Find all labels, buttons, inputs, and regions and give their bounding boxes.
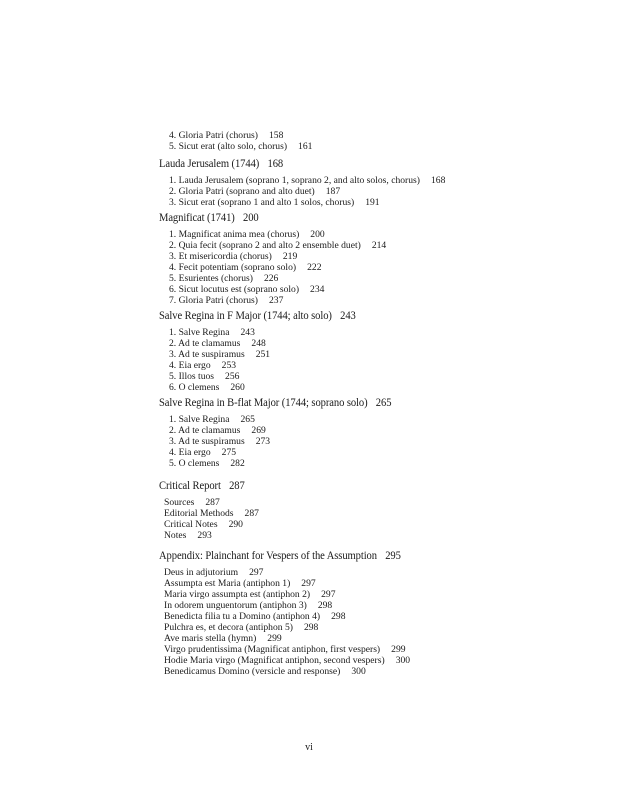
toc-entry-page: 298 bbox=[303, 622, 319, 633]
toc-section-title: Magnificat (1741) bbox=[159, 212, 235, 224]
toc-entry bbox=[169, 349, 599, 360]
toc-entry-page: 297 bbox=[249, 567, 264, 578]
toc-section-heading bbox=[159, 157, 564, 171]
toc-entry-page: 191 bbox=[365, 197, 380, 208]
toc-entry-label: Pulchra es, et decora (antiphon 5) bbox=[164, 622, 293, 633]
toc-entry-label: Editorial Methods bbox=[164, 508, 234, 519]
toc-entry-page: 234 bbox=[310, 284, 325, 295]
toc-entry-label: 3. Ad te suspiramus bbox=[169, 436, 245, 447]
toc-entry bbox=[164, 655, 599, 666]
toc-entry-page: 299 bbox=[267, 633, 282, 644]
toc-entry-label: 2. Gloria Patri (soprano and alto duet) bbox=[169, 186, 315, 197]
toc-entry-label: 5. Sicut erat (alto solo, chorus) bbox=[169, 141, 288, 152]
toc-entry bbox=[164, 611, 599, 622]
toc-entry-page: 161 bbox=[298, 141, 313, 152]
toc-section-critical-report bbox=[159, 479, 599, 541]
toc-entry-label: Hodie Maria virgo (Magnificat antiphon, second vespers) bbox=[164, 655, 385, 666]
toc-entry-page: 290 bbox=[228, 519, 243, 530]
toc-entry bbox=[169, 338, 599, 349]
toc-entry bbox=[169, 382, 599, 393]
toc-entry-page: 293 bbox=[197, 530, 212, 541]
toc-entry-label: 1. Salve Regina bbox=[169, 414, 230, 425]
toc-section-salve-regina-b-flat bbox=[159, 396, 599, 469]
toc-section-page: 265 bbox=[375, 397, 392, 409]
toc-section-heading bbox=[159, 211, 564, 225]
toc-section-page: 295 bbox=[385, 550, 401, 562]
toc-entry bbox=[169, 371, 599, 382]
toc-entry-label: Maria virgo assumpta est (antiphon 2) bbox=[164, 589, 311, 600]
toc-entry-label: 4. Eia ergo bbox=[169, 360, 211, 371]
toc-section-title: Critical Report bbox=[159, 480, 221, 492]
toc-entry-label: Critical Notes bbox=[164, 519, 218, 530]
toc-entry-list bbox=[164, 567, 599, 677]
toc-section-page: 200 bbox=[242, 212, 259, 224]
toc-entry bbox=[169, 141, 599, 152]
toc-entry bbox=[164, 508, 599, 519]
toc-section-page: 168 bbox=[267, 158, 284, 170]
toc-section-title: Salve Regina in B-flat Major (1744; soprano solo) bbox=[159, 397, 368, 409]
toc-entry-label: Benedicta filia tu a Domino (antiphon 4) bbox=[164, 611, 321, 622]
toc-entry-page: 275 bbox=[221, 447, 237, 458]
toc-entry-page: 187 bbox=[325, 186, 341, 197]
toc-entry-page: 237 bbox=[269, 295, 284, 306]
toc-entry bbox=[164, 578, 599, 589]
toc-entry-label: 4. Fecit potentiam (soprano solo) bbox=[169, 262, 297, 273]
toc-entry-list bbox=[169, 175, 599, 208]
toc-entry-label: 5. Illos tuos bbox=[169, 371, 215, 382]
toc-entry bbox=[169, 284, 599, 295]
toc-entry bbox=[169, 240, 599, 251]
toc-entry-label: Notes bbox=[164, 530, 187, 541]
page-number: vi bbox=[305, 742, 313, 753]
toc-entry-page: 256 bbox=[225, 371, 240, 382]
toc-entry-label: 6. O clemens bbox=[169, 382, 220, 393]
toc-section-appendix bbox=[159, 549, 599, 677]
toc-entry-page: 300 bbox=[395, 655, 411, 666]
toc-entry-page: 251 bbox=[255, 349, 271, 360]
toc-entry bbox=[164, 530, 599, 541]
toc-entry bbox=[169, 447, 599, 458]
toc-entry bbox=[164, 644, 599, 655]
toc-section-title: Salve Regina in F Major (1744; alto solo) bbox=[159, 310, 332, 322]
toc-entry-label: 4. Eia ergo bbox=[169, 447, 211, 458]
toc-entry-list bbox=[164, 497, 599, 541]
toc-entry-page: 168 bbox=[430, 175, 446, 186]
toc-entry bbox=[164, 622, 599, 633]
toc-entry-label: In odorem unguentorum (antiphon 3) bbox=[164, 600, 307, 611]
toc-entry-list bbox=[169, 130, 599, 152]
toc-entry bbox=[169, 414, 599, 425]
toc-section-page: 287 bbox=[229, 480, 245, 492]
toc-entry-list bbox=[169, 414, 599, 469]
toc-section-heading bbox=[159, 396, 564, 410]
toc-entry-label: Assumpta est Maria (antiphon 1) bbox=[164, 578, 291, 589]
toc-entry bbox=[164, 666, 599, 677]
toc-entry-label: 5. Esurientes (chorus) bbox=[169, 273, 253, 284]
toc-section-page: 243 bbox=[340, 310, 356, 322]
toc-entry-page: 299 bbox=[391, 644, 406, 655]
toc-entry bbox=[169, 295, 599, 306]
toc-entry-page: 298 bbox=[317, 600, 333, 611]
toc-entry bbox=[164, 633, 599, 644]
toc-entry-page: 226 bbox=[263, 273, 279, 284]
toc-entry-page: 214 bbox=[371, 240, 387, 251]
toc-entry-page: 282 bbox=[230, 458, 245, 469]
toc-section-heading bbox=[159, 479, 564, 493]
toc-section-title: Appendix: Plainchant for Vespers of the Assumption bbox=[159, 550, 377, 562]
toc-entry bbox=[164, 589, 599, 600]
toc-entry-label: 1. Salve Regina bbox=[169, 327, 230, 338]
toc-entry bbox=[164, 519, 599, 530]
toc-entry-page: 222 bbox=[307, 262, 322, 273]
toc-entry-label: 2. Ad te clamamus bbox=[169, 338, 241, 349]
toc-continued bbox=[159, 130, 599, 152]
toc-entry bbox=[164, 600, 599, 611]
toc-entry bbox=[169, 130, 599, 141]
toc-entry-page: 253 bbox=[221, 360, 237, 371]
toc-entry-label: 2. Quia fecit (soprano 2 and alto 2 ensemble duet) bbox=[169, 240, 361, 251]
toc-entry-page: 287 bbox=[205, 497, 220, 508]
toc-entry-page: 297 bbox=[301, 578, 316, 589]
toc-entry bbox=[164, 497, 599, 508]
toc-entry-page: 248 bbox=[251, 338, 266, 349]
toc-entry-label: 3. Et misericordia (chorus) bbox=[169, 251, 272, 262]
toc-entry-label: 6. Sicut locutus est (soprano solo) bbox=[169, 284, 300, 295]
toc-entry-label: 1. Lauda Jerusalem (soprano 1, soprano 2, and alto solos, chorus) bbox=[169, 175, 420, 186]
toc-entry-page: 219 bbox=[282, 251, 298, 262]
toc-entry-label: 3. Ad te suspiramus bbox=[169, 349, 245, 360]
toc-entry-label: Benedicamus Domino (versicle and response) bbox=[164, 666, 341, 677]
toc-section-magnificat bbox=[159, 211, 599, 306]
toc-entry bbox=[169, 262, 599, 273]
toc-entry bbox=[169, 273, 599, 284]
toc-entry-page: 265 bbox=[240, 414, 255, 425]
toc-section-salve-regina-f bbox=[159, 309, 599, 393]
toc-entry-label: 7. Gloria Patri (chorus) bbox=[169, 295, 258, 306]
toc-entry bbox=[169, 425, 599, 436]
toc-entry bbox=[169, 251, 599, 262]
toc-section-heading bbox=[159, 549, 564, 563]
toc-entry bbox=[169, 175, 599, 186]
toc-section-heading bbox=[159, 309, 564, 323]
toc-entry bbox=[169, 327, 599, 338]
toc-entry-page: 269 bbox=[251, 425, 266, 436]
toc-entry-label: 5. O clemens bbox=[169, 458, 220, 469]
toc-entry-page: 287 bbox=[244, 508, 259, 519]
toc-entry-page: 158 bbox=[269, 130, 284, 141]
toc-entry-page: 273 bbox=[255, 436, 271, 447]
toc-entry bbox=[169, 229, 599, 240]
toc-section-lauda-jerusalem bbox=[159, 157, 599, 208]
toc-entry-label: 1. Magnificat anima mea (chorus) bbox=[169, 229, 300, 240]
toc-entry-label: 2. Ad te clamamus bbox=[169, 425, 241, 436]
toc-entry bbox=[169, 360, 599, 371]
toc-entry-page: 260 bbox=[230, 382, 245, 393]
toc-section-title: Lauda Jerusalem (1744) bbox=[159, 158, 260, 170]
toc-entry bbox=[164, 567, 599, 578]
toc-entry bbox=[169, 186, 599, 197]
toc-entry-label: 3. Sicut erat (soprano 1 and alto 1 solos, chorus) bbox=[169, 197, 355, 208]
toc-entry-label: Sources bbox=[164, 497, 195, 508]
toc-entry-page: 297 bbox=[321, 589, 336, 600]
toc-entry bbox=[169, 197, 599, 208]
toc-entry-page: 243 bbox=[240, 327, 255, 338]
toc-entry-page: 300 bbox=[351, 666, 366, 677]
toc-entry-page: 200 bbox=[310, 229, 325, 240]
toc-entry-label: 4. Gloria Patri (chorus) bbox=[169, 130, 258, 141]
toc-entry bbox=[169, 458, 599, 469]
toc-entry-list bbox=[169, 229, 599, 306]
toc-entry-label: Virgo prudentissima (Magnificat antiphon, first vespers) bbox=[164, 644, 381, 655]
toc-entry-label: Ave maris stella (hymn) bbox=[164, 633, 257, 644]
toc-entry bbox=[169, 436, 599, 447]
toc-entry-label: Deus in adjutorium bbox=[164, 567, 239, 578]
toc-entry-list bbox=[169, 327, 599, 393]
toc-entry-page: 298 bbox=[331, 611, 346, 622]
